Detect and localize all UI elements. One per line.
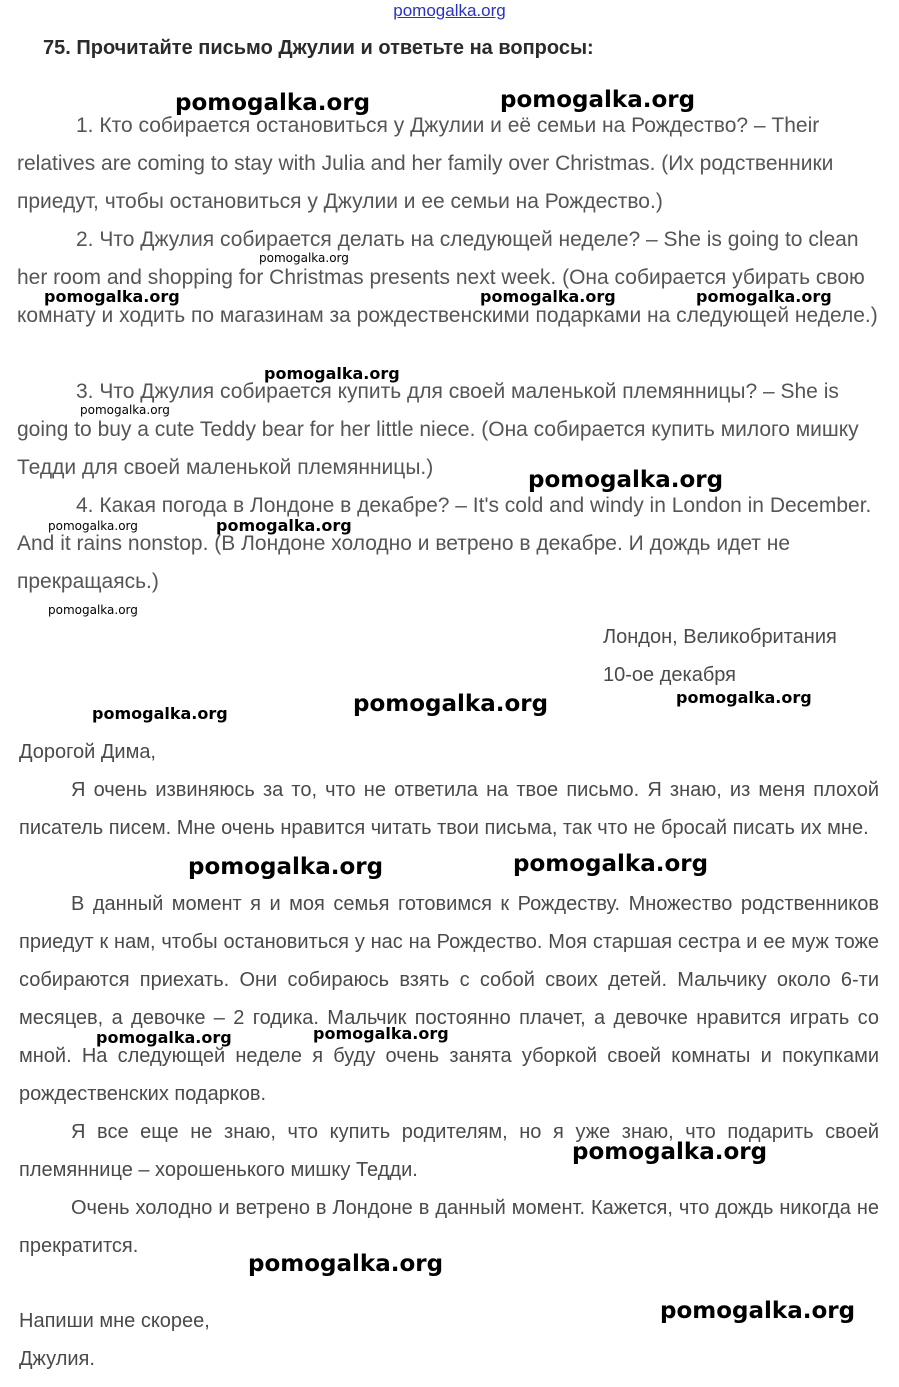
watermark: pomogalka.org: [248, 1251, 444, 1277]
watermark: pomogalka.org: [500, 87, 696, 113]
answer-2: 2. Что Джулия собирается делать на следующей неделе? – She is going to clean her room and shopping for Christmas presents next week. (Она собирается убирать свою комнату и ходить по магазинам за рождественскими подарками на следующей неделе.): [17, 228, 878, 327]
watermark: pomogalka.org: [44, 287, 180, 306]
watermark: pomogalka.org: [696, 287, 832, 306]
watermark: pomogalka.org: [48, 519, 138, 533]
watermark: pomogalka.org: [480, 287, 616, 306]
answer-3: 3. Что Джулия собирается купить для своей маленькой племянницы? – She is going to buy a cute Teddy bear for her little niece. (Она собирается купить милого мишку Тедди для своей маленькой племянницы.): [17, 380, 859, 479]
letter-location: Лондон, Великобритания: [603, 626, 837, 648]
letter-signature: Джулия.: [19, 1348, 95, 1370]
watermark: pomogalka.org: [572, 1139, 768, 1165]
watermark: pomogalka.org: [92, 704, 228, 723]
watermark: pomogalka.org: [259, 251, 349, 265]
letter-paragraph-4: Очень холодно и ветрено в Лондоне в данный момент. Кажется, что дождь никогда не прекратится.: [19, 1197, 879, 1257]
watermark: pomogalka.org: [528, 467, 724, 493]
letter-closing: Напиши мне скорее,: [19, 1310, 210, 1332]
answer-1: 1. Кто собирается остановиться у Джулии и её семьи на Рождество? – Their relatives are coming to stay with Julia and her family over Christmas. (Их родственники приедут, чтобы остановиться у Джулии и ее семьи на Рождество.): [17, 114, 834, 213]
exercise-heading: 75. Прочитайте письмо Джулии и ответьте на вопросы:: [43, 37, 594, 59]
watermark: pomogalka.org: [353, 691, 549, 717]
letter-paragraph-3: Я все еще не знаю, что купить родителям, но я уже знаю, что подарить своей племяннице – хорошенького мишку Тедди.: [19, 1121, 879, 1181]
watermark: pomogalka.org: [188, 854, 384, 880]
watermark: pomogalka.org: [48, 603, 138, 617]
watermark: pomogalka.org: [96, 1028, 232, 1047]
watermark: pomogalka.org: [676, 688, 812, 707]
answer-4: 4. Какая погода в Лондоне в декабре? – It's cold and windy in London in December. And it rains nonstop. (В Лондоне холодно и ветрено в декабре. И дождь идет не прекращаясь.): [17, 494, 872, 593]
letter-greeting: Дорогой Дима,: [19, 741, 156, 763]
letter-paragraph-2: В данный момент я и моя семья готовимся к Рождеству. Множество родственников приедут к нам, чтобы остановиться у нас на Рождество. Моя старшая сестра и ее муж тоже собираются приехать. Они собираюсь взять с собой своих детей. Мальчику около 6-ти месяцев, а девочке – 2 годика. Мальчик постоянно плачет, а девочке нравится играть со мной. На следующей неделе я буду очень занята уборкой своей комнаты и покупками рождественских подарков.: [19, 893, 879, 1105]
watermark: pomogalka.org: [313, 1024, 449, 1043]
watermark: pomogalka.org: [513, 851, 709, 877]
watermark: pomogalka.org: [660, 1298, 856, 1324]
watermark: pomogalka.org: [80, 403, 170, 417]
letter-date: 10-ое декабря: [603, 664, 736, 686]
watermark: pomogalka.org: [175, 90, 371, 116]
watermark: pomogalka.org: [264, 364, 400, 383]
site-link[interactable]: pomogalka.org: [393, 1, 506, 20]
letter-paragraph-1: Я очень извиняюсь за то, что не ответила на твое письмо. Я знаю, из меня плохой писатель писем. Мне очень нравится читать твои письма, так что не бросай писать их мне.: [19, 779, 879, 839]
watermark: pomogalka.org: [216, 516, 352, 535]
